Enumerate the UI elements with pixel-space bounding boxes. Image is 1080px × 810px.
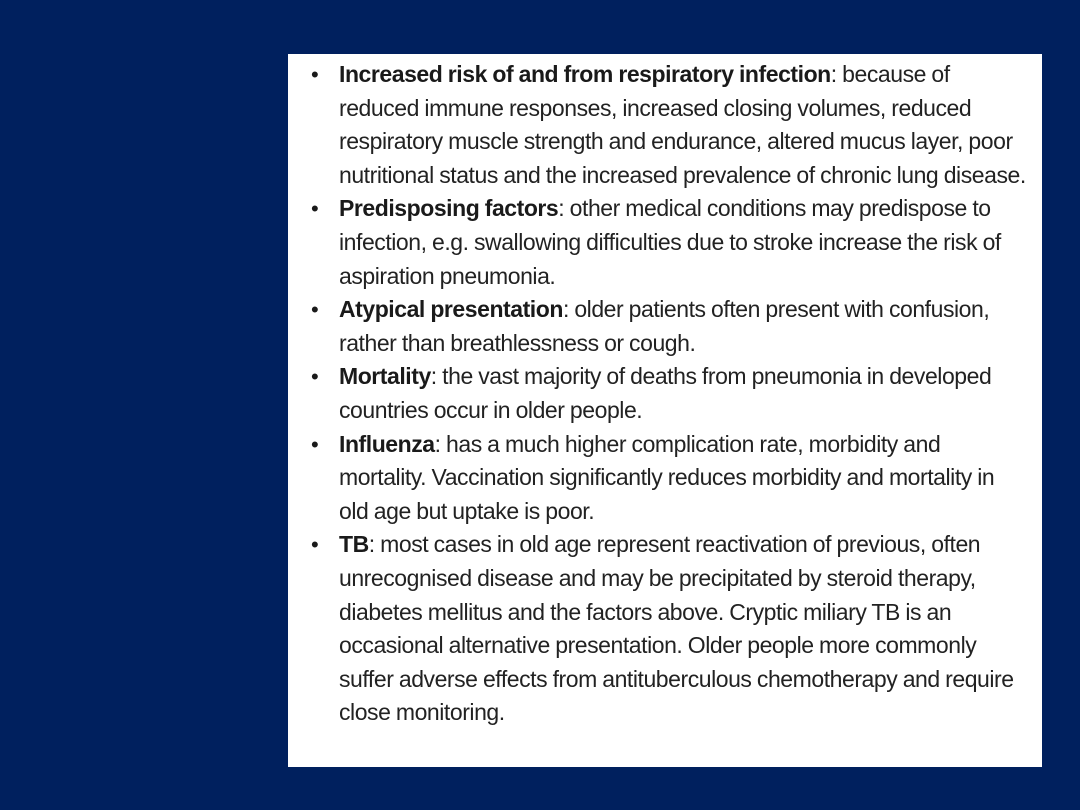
- bullet-term: Influenza: [339, 430, 435, 457]
- bullet-term: Mortality: [339, 363, 431, 390]
- bullet-text: : other medical conditions may predispose to infection, e.g. swallowing difficulties due to stroke increase the risk of aspiration pneumonia.: [339, 195, 1001, 289]
- bullet-icon: •: [311, 364, 319, 390]
- bullet-item-influenza: [303, 428, 1028, 529]
- bullet-icon: •: [311, 196, 319, 222]
- bullet-item-predisposing-factors: [303, 192, 1028, 293]
- bullet-list: [303, 58, 1028, 730]
- bullet-icon: •: [311, 62, 319, 87]
- bullet-item-respiratory-infection: [303, 58, 1028, 192]
- bullet-item-atypical-presentation: [303, 293, 1028, 360]
- bullet-item-mortality: [303, 360, 1028, 427]
- bullet-text: : most cases in old age represent reactivation of previous, often unrecognised disease and may be precipitated by steroid therapy, diabetes mellitus and the factors above. Cryptic miliary TB is an occasional alternative presentation. Older people more commonly suffer adverse effects from antituberculous chemotherapy and require close monitoring.: [339, 531, 1014, 726]
- bullet-term: TB: [339, 531, 369, 558]
- bullet-icon: •: [311, 532, 319, 558]
- bullet-text: : the vast majority of deaths from pneumonia in developed countries occur in older people.: [339, 363, 992, 423]
- content-panel: [288, 54, 1042, 767]
- bullet-term: Atypical presentation: [339, 296, 563, 323]
- bullet-text: : because of reduced immune responses, increased closing volumes, reduced respiratory muscle strength and endurance, altered mucus layer, poor nutritional status and the increased prevalence of chronic lung disease.: [339, 61, 1026, 188]
- bullet-text: : has a much higher complication rate, morbidity and mortality. Vaccination significantly reduces morbidity and mortality in old age but uptake is poor.: [339, 430, 995, 524]
- bullet-term: Predisposing factors: [339, 195, 559, 222]
- bullet-text: : older patients often present with confusion, rather than breathlessness or cough.: [339, 296, 990, 356]
- bullet-term: Increased risk of and from respiratory infection: [339, 61, 831, 87]
- bullet-icon: •: [311, 297, 319, 323]
- bullet-icon: •: [311, 431, 319, 457]
- bullet-item-tb: [303, 528, 1028, 730]
